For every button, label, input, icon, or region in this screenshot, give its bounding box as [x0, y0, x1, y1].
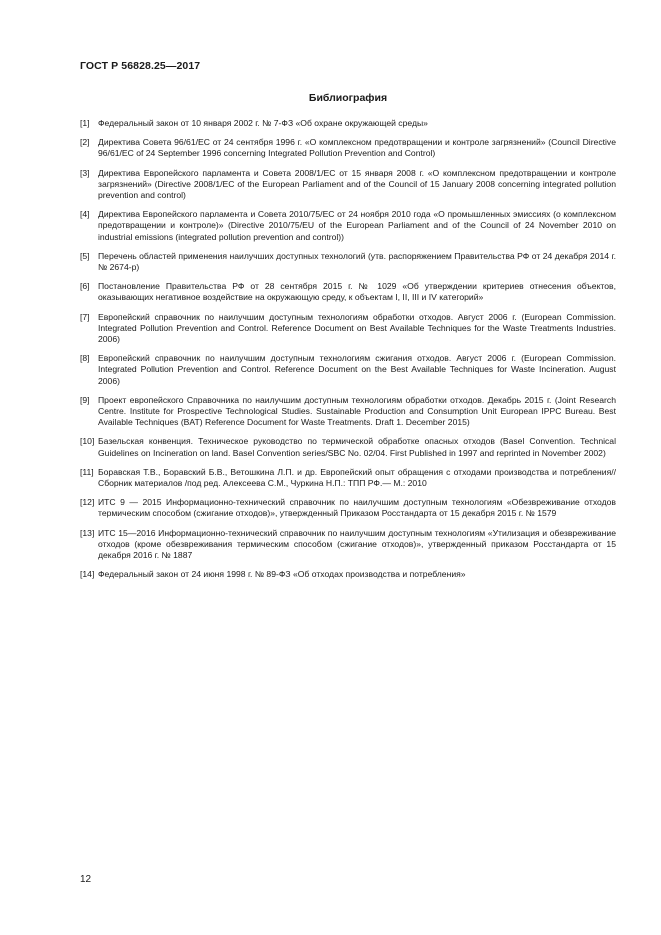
bibliography-entry [80, 209, 616, 243]
entry-number: [13] [80, 527, 95, 538]
entry-text: ИТС 9 — 2015 Информационно-технический справочник по наилучшим доступным технологиям «Обезвреживание отходов термическим способом (сжигание отходов)», утвержденный Приказом Росстандарта от 15 декабря 2015 г. № 1579 [98, 497, 616, 519]
entry-number: [7] [80, 311, 90, 322]
entry-text: ИТС 15—2016 Информационно-технический справочник по наилучшим доступным технологиям «Утилизация и обезвреживание отходов (кроме обезвреживания термическим способом (сжигание отходов)», утвержденный приказом Росстандарта от 15 декабря 2016 г. № 1887 [98, 527, 616, 561]
bibliography-entry [80, 251, 616, 273]
entry-text: Директива Европейского парламента и Совета 2008/1/ЕС от 15 января 2008 г. «О комплексном предотвращении и контроле загрязнений» (Directive 2008/1/EC of the European Parliament and of the Council of 15 January 2008 concerning integrated pollution prevention and control) [98, 167, 616, 201]
bibliography-title: Библиография [308, 92, 388, 104]
entry-text: Директива Совета 96/61/ЕС от 24 сентября 1996 г. «О комплексном предотвращении и контроле загрязнений» (Council Directive 96/61/EC of 24 September 1996 concerning Integrated Pollution Prevention and Control) [98, 137, 616, 159]
bibliography-entry [80, 528, 616, 562]
entry-number: [14] [80, 569, 95, 580]
bibliography-entry [80, 137, 616, 159]
entry-number: [3] [80, 167, 90, 178]
bibliography-entry [80, 569, 616, 580]
entry-text: Европейский справочник по наилучшим доступным технологиям сжигания отходов. Август 2006 г. (European Commission. Integrated Pollution Prevention and Control. Reference Document on the Best Available Techniques for Waste Incineration. August 2006) [98, 353, 616, 386]
entry-number: [10] [80, 436, 95, 447]
entry-text: Постановление Правительства РФ от 28 сентября 2015 г. № 1029 «Об утверждении критериев отнесения объектов, оказывающих негативное воздействие на окружающую среду, к объектам I, II, III и IV категорий» [98, 281, 616, 303]
entry-number: [12] [80, 497, 95, 508]
entry-number: [9] [80, 394, 90, 405]
entry-text: Федеральный закон от 24 июня 1998 г. № 89-ФЗ «Об отходах производства и потребления» [98, 569, 466, 580]
page-number: 12 [80, 874, 92, 885]
bibliography-entry [80, 312, 616, 346]
bibliography-entry [80, 281, 616, 303]
entry-text: Проект европейского Справочника по наилучшим доступным технологиям обработки отходов. Декабрь 2015 г. (Joint Research Centre. Institute for Prospective Technological Studies. Sustainable Production and Consumption Unit European IPPC Bureau. Best Available Techniques (BAT) Reference Document for Waste Treatments. Draft 1. December 2015) [98, 394, 616, 428]
bibliography-entry [80, 436, 616, 458]
entry-number: [8] [80, 353, 90, 364]
entry-text: Директива Европейского парламента и Совета 2010/75/ЕС от 24 ноября 2010 года «О промышленных эмиссиях (о комплексном предотвращении и контроле)» (Directive 2010/75/EU of the European Parliament and of the Council of 24 November 2010 on industrial emissions (integrated pollution prevention and control)) [98, 209, 616, 242]
entry-text: Боравская Т.В., Боравский Б.В., Ветошкина Л.П. и др. Европейский опыт обращения с отходами производства и потребления//Сборник материалов /под ред. Алексеева С.М., Чуркина Н.П.: ТПП РФ.— М.: 2010 [98, 466, 616, 489]
entry-text: Федеральный закон от 10 января 2002 г. № 7-ФЗ «Об охране окружающей среды» [98, 118, 428, 128]
bibliography-entry [80, 353, 616, 387]
bibliography-entry [80, 395, 616, 429]
bibliography-entry [80, 497, 616, 519]
bibliography-entry [80, 168, 616, 202]
entry-text: Европейский справочник по наилучшим доступным технологиям обработки отходов. Август 2006 г. (European Commission. Integrated Pollution Prevention and Control. Reference Document on Best Available Techniques for the Waste Treatments Industries. 2006) [98, 311, 616, 345]
entry-number: [5] [80, 250, 90, 261]
entry-number: [6] [80, 281, 90, 292]
entry-text: Базельская конвенция. Техническое руководство по термической обработке опасных отходов (Basel Convention. Technical Guidelines on Incineration on land. Basel Convention series/SBC No. 02/04. First Published in 1997 and reprinted in November 2002) [98, 436, 616, 458]
bibliography-entry [80, 467, 616, 489]
standard-code-header: ГОСТ Р 56828.25—2017 [80, 60, 201, 72]
entry-text: Перечень областей применения наилучших доступных технологий (утв. распоряжением Правительства РФ от 24 декабря 2014 г. № 2674-р) [98, 250, 616, 273]
entry-number: [2] [80, 137, 90, 148]
bibliography-list [80, 118, 616, 589]
bibliography-entry [80, 118, 616, 129]
entry-number: [4] [80, 209, 90, 220]
entry-number: [11] [80, 466, 94, 477]
entry-number: [1] [80, 118, 90, 128]
